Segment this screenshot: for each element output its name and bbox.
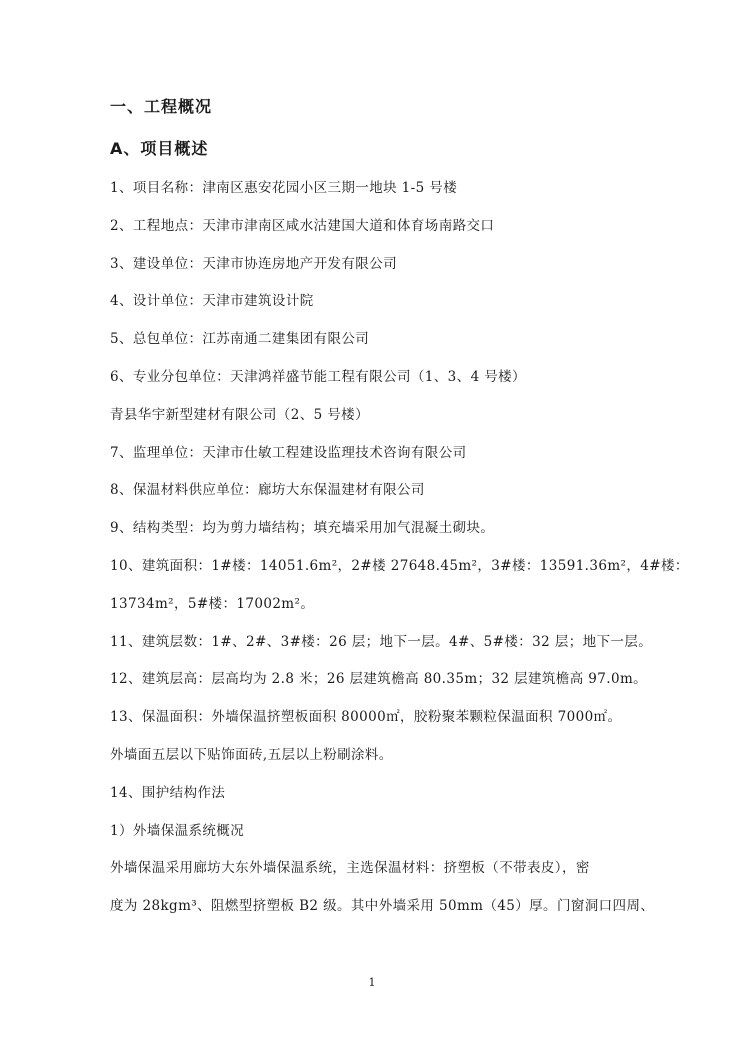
body-line: 9、结构类型：均为剪力墙结构；填充墙采用加气混凝土砌块。 (110, 520, 495, 537)
body-line: 度为 28kgm³、阻燃型挤塑板 B2 级。其中外墙采用 50mm（45）厚。门窗洞口四周、 (110, 898, 655, 915)
body-line: 7、监理单位：天津市仕敏工程建设监理技术咨询有限公司 (110, 444, 467, 461)
body-line: 青县华宇新型建材有限公司（2、5 号楼） (110, 406, 369, 423)
body-line: 外墙面五层以下贴饰面砖,五层以上粉刷涂料。 (110, 746, 393, 763)
body-line: 4、设计单位：天津市建筑设计院 (110, 293, 314, 310)
body-line: 8、保温材料供应单位：廊坊大东保温建材有限公司 (110, 482, 425, 499)
page-number: 1 (368, 976, 376, 989)
body-line: 11、建筑层数：1#、2#、3#楼：26 层；地下一层。4#、5#楼：32 层；地下一层。 (110, 633, 653, 650)
body-line: 12、建筑层高：层高均为 2.8 米；26 层建筑檐高 80.35m；32 层建筑檐高 97.0m。 (110, 671, 648, 688)
body-line: 6、专业分包单位：天津鸿祥盛节能工程有限公司（1、3、4 号楼） (110, 368, 526, 385)
body-line: 3、建设单位：天津市协连房地产开发有限公司 (110, 255, 397, 272)
body-line: 13734m²，5#楼：17002m²。 (110, 595, 315, 612)
body-line: 外墙保温采用廊坊大东外墙保温系统，主选保温材料：挤塑板（不带表皮），密 (110, 860, 590, 877)
body-line: 1）外墙保温系统概况 (110, 822, 245, 839)
section-heading: 一、工程概况 (110, 97, 213, 116)
body-line: 1、项目名称：津南区惠安花园小区三期一地块 1-5 号楼 (110, 180, 458, 196)
subsection-heading: A、项目概述 (110, 139, 209, 158)
body-line: 5、总包单位：江苏南通二建集团有限公司 (110, 331, 370, 348)
body-line: 14、围护结构作法 (110, 784, 226, 801)
body-text (110, 170, 689, 926)
body-line: 13、保温面积：外墙保温挤塑板面积 80000㎡，胶粉聚苯颗粒保温面积 7000㎡。 (110, 709, 622, 726)
body-line: 10、建筑面积：1#楼：14051.6m²，2#楼 27648.45m²，3#楼：13591.36m²，4#楼： (110, 557, 689, 574)
body-line: 2、工程地点：天津市津南区咸水沽建国大道和体育场南路交口 (110, 217, 495, 234)
